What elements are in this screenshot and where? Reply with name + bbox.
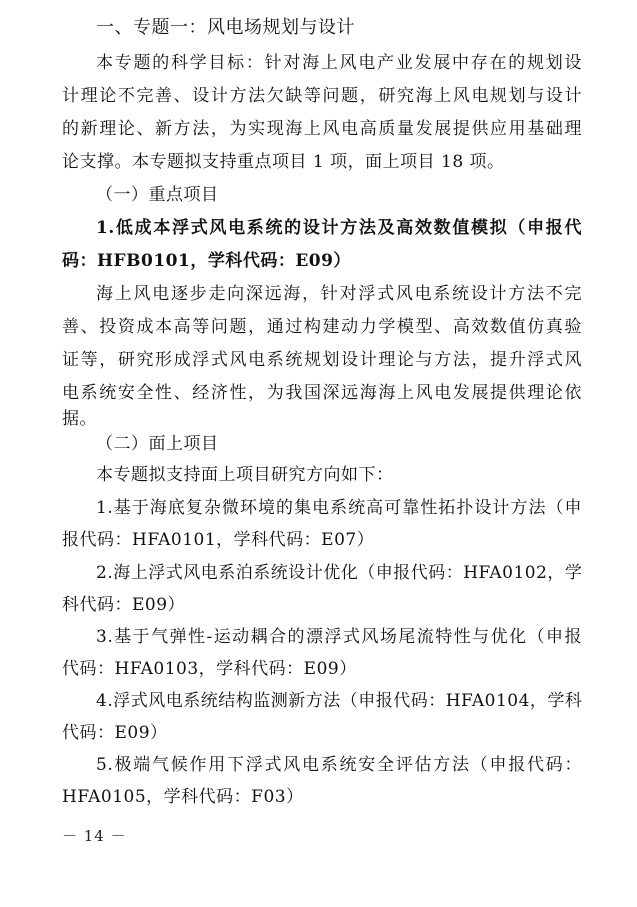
key-projects-heading: （一）重点项目 [96,185,219,205]
project-item: 科代码：E09） [62,595,186,615]
project-item: 代码：HFA0103，学科代码：E09） [62,659,357,679]
project-item: 1.基于海底复杂微环境的集电系统高可靠性拓扑设计方法（申 [96,498,582,518]
general-projects-intro: 本专题拟支持面上项目研究方向如下： [96,465,394,485]
project-item: 5.极端气候作用下浮式风电系统安全评估方法（申报代码： [96,755,582,775]
intro-line: 本专题的科学目标：针对海上风电产业发展中存在的规划设 [96,53,582,73]
key-project-description: 据。 [62,409,97,429]
project-item: 2.海上浮式风电系泊系统设计优化（申报代码：HFA0102，学 [96,563,583,583]
key-project-description: 电系统安全性、经济性，为我国深远海海上风电发展提供理论依 [62,383,582,403]
project-item: 代码：E09） [62,723,168,743]
key-project-title: 1.低成本浮式风电系统的设计方法及高效数值模拟（申报代 [96,218,582,238]
key-project-description: 善、投资成本高等问题，通过构建动力学模型、高效数值仿真验 [62,317,582,337]
intro-line: 的新理论、新方法，为实现海上风电高质量发展提供应用基础理 [62,119,582,139]
key-project-title: 码：HFB0101，学科代码：E09） [62,251,351,271]
intro-line: 计理论不完善、设计方法欠缺等问题，研究海上风电规划与设计 [62,86,582,106]
key-project-description: 证等，研究形成浮式风电系统规划设计理论与方法，提升浮式风 [62,350,582,370]
intro-line: 论支撑。本专题拟支持重点项目 1 项，面上项目 18 项。 [62,152,505,172]
page-number: － 14 － [62,827,127,845]
general-projects-heading: （二）面上项目 [96,434,219,454]
key-project-description: 海上风电逐步走向深远海，针对浮式风电系统设计方法不完 [96,284,582,304]
project-item: 4.浮式风电系统结构监测新方法（申报代码：HFA0104，学科 [96,691,583,711]
project-item: HFA0105，学科代码：F03） [62,787,304,807]
project-item: 报代码：HFA0101，学科代码：E07） [62,530,375,550]
section-title: 一、专题一：风电场规划与设计 [96,17,355,38]
project-item: 3.基于气弹性-运动耦合的漂浮式风场尾流特性与优化（申报 [96,627,582,647]
